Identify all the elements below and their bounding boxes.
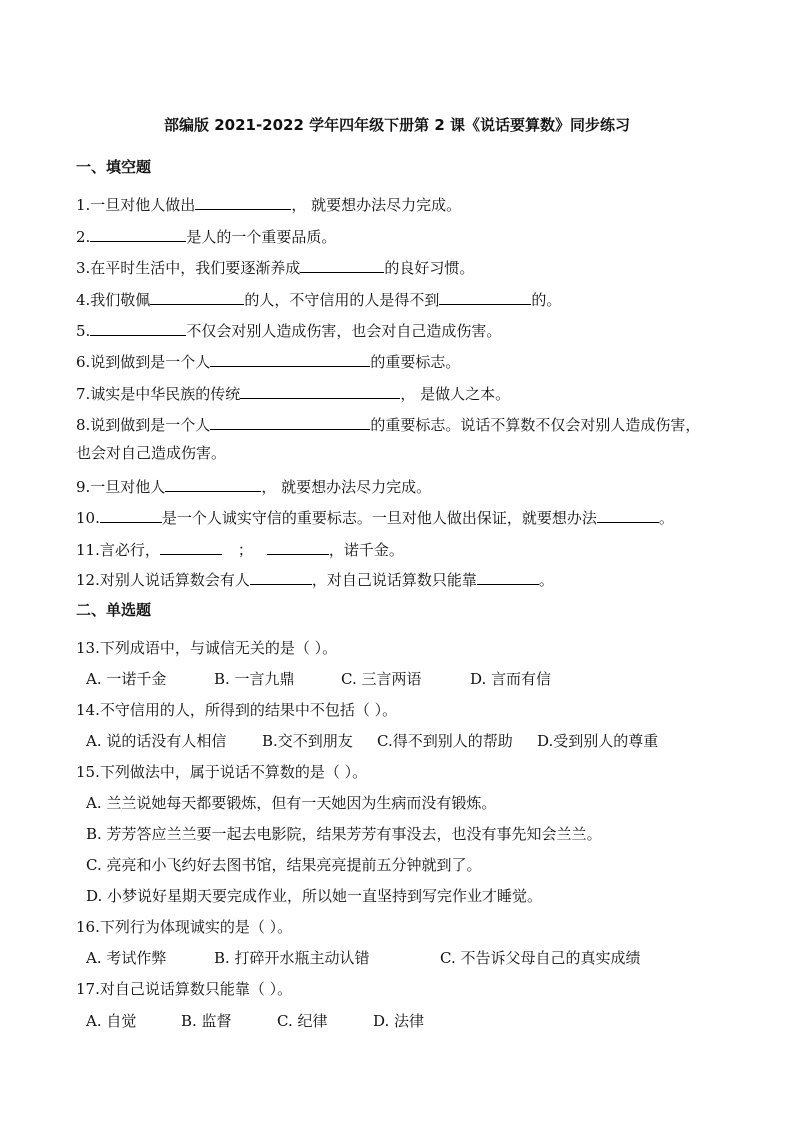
question-14-option-d[interactable]: D.受到别人的尊重 bbox=[537, 732, 659, 750]
question-11-semicolon: ； bbox=[237, 541, 253, 559]
question-7-text: 7.诚实是中华民族的传统 bbox=[76, 385, 241, 403]
question-8-text: 8.说到做到是一个人 bbox=[76, 416, 211, 434]
question-5 bbox=[76, 319, 501, 341]
question-6 bbox=[76, 350, 460, 372]
answer-blank[interactable] bbox=[300, 256, 384, 273]
question-1-text: 1.一旦对他人做出 bbox=[76, 196, 196, 214]
question-9-text: 9.一旦对他人 bbox=[76, 478, 166, 496]
answer-blank[interactable] bbox=[100, 506, 162, 523]
answer-blank[interactable] bbox=[160, 538, 222, 555]
question-1 bbox=[76, 193, 461, 215]
question-5-text: 不仅会对别人造成伤害，也会对自己造成伤害。 bbox=[186, 322, 502, 340]
question-13-option-d[interactable]: D. 言而有信 bbox=[470, 670, 552, 688]
question-15: 15.下列做法中，属于说话不算数的是（ ）。 bbox=[76, 763, 368, 781]
question-15-option-a[interactable]: A. 兰兰说她每天都要锻炼，但有一天她因为生病而没有锻炼。 bbox=[86, 794, 497, 812]
question-3-text-end: 的良好习惯。 bbox=[384, 259, 475, 277]
question-17: 17.对自己说话算数只能靠（ ）。 bbox=[76, 980, 293, 998]
question-17-option-c[interactable]: C. 纪律 bbox=[277, 1012, 328, 1030]
question-3-text: 3.在平时生活中，我们要逐渐养成 bbox=[76, 259, 301, 277]
question-4-text: 4.我们敬佩 bbox=[76, 291, 151, 309]
question-11-text-end: ，诺千金。 bbox=[328, 541, 404, 559]
page-title: 部编版 2021-2022 学年四年级下册第 2 课《说话要算数》同步练习 bbox=[163, 116, 631, 134]
question-8-continued: 也会对自己造成伤害。 bbox=[76, 444, 227, 462]
question-5-number: 5. bbox=[76, 322, 91, 340]
question-17-option-d[interactable]: D. 法律 bbox=[373, 1012, 425, 1030]
answer-blank[interactable] bbox=[210, 413, 370, 430]
question-10 bbox=[76, 506, 674, 528]
question-10-text: 是一个人诚实守信的重要标志。一旦对他人做出保证，就要想办法 bbox=[161, 509, 597, 527]
question-12 bbox=[76, 568, 554, 590]
answer-blank[interactable] bbox=[240, 382, 400, 399]
question-8-text-mid: 的重要标志。说话不算数不仅会对别人造成伤害， bbox=[370, 416, 701, 434]
question-11-text: 11.言必行， bbox=[76, 541, 160, 559]
question-15-option-d[interactable]: D. 小梦说好星期天要完成作业，所以她一直坚持到写完作业才睡觉。 bbox=[86, 887, 543, 905]
question-16-option-a[interactable]: A. 考试作弊 bbox=[86, 949, 167, 967]
question-6-text-end: 的重要标志。 bbox=[370, 353, 461, 371]
question-13-option-c[interactable]: C. 三言两语 bbox=[341, 670, 422, 688]
question-13-option-a[interactable]: A. 一诺千金 bbox=[86, 670, 167, 688]
question-14-option-a[interactable]: A. 说的话没有人相信 bbox=[86, 732, 227, 750]
answer-blank[interactable] bbox=[250, 568, 312, 585]
answer-blank[interactable] bbox=[165, 475, 261, 492]
question-17-option-a[interactable]: A. 自觉 bbox=[86, 1012, 137, 1030]
question-16-option-b[interactable]: B. 打碎开水瓶主动认错 bbox=[214, 949, 370, 967]
question-16-option-c[interactable]: C. 不告诉父母自己的真实成绩 bbox=[440, 949, 641, 967]
question-3 bbox=[76, 256, 474, 278]
question-10-number: 10. bbox=[76, 509, 100, 527]
answer-blank[interactable] bbox=[597, 506, 659, 523]
question-13-option-b[interactable]: B. 一言九鼎 bbox=[214, 670, 295, 688]
question-2-number: 2. bbox=[76, 228, 91, 246]
question-9 bbox=[76, 475, 431, 497]
question-2 bbox=[76, 225, 336, 247]
section-choice-heading: 二、单选题 bbox=[76, 601, 152, 619]
question-2-text: 是人的一个重要品质。 bbox=[186, 228, 337, 246]
question-12-text: 12.对别人说话算数会有人 bbox=[76, 571, 250, 589]
answer-blank[interactable] bbox=[90, 225, 186, 242]
answer-blank[interactable] bbox=[150, 288, 244, 305]
question-15-option-c[interactable]: C. 亮亮和小飞约好去图书馆，结果亮亮提前五分钟就到了。 bbox=[86, 856, 482, 874]
question-1-text-end: ， 就要想办法尽力完成。 bbox=[291, 196, 462, 214]
answer-blank[interactable] bbox=[90, 319, 186, 336]
question-7-text-end: ， 是做人之本。 bbox=[400, 385, 511, 403]
question-12-text-mid: ，对自己说话算数只能靠 bbox=[311, 571, 477, 589]
question-4-text-mid: 的人，不守信用的人是得不到 bbox=[244, 291, 440, 309]
answer-blank[interactable] bbox=[195, 193, 291, 210]
question-13: 13.下列成语中，与诚信无关的是（ ）。 bbox=[76, 639, 338, 657]
section-fill-heading: 一、填空题 bbox=[76, 158, 152, 176]
question-10-text-end: 。 bbox=[658, 509, 674, 527]
question-11 bbox=[76, 538, 404, 560]
question-17-option-b[interactable]: B. 监督 bbox=[181, 1012, 232, 1030]
question-6-text: 6.说到做到是一个人 bbox=[76, 353, 211, 371]
question-12-text-end: 。 bbox=[538, 571, 554, 589]
question-16: 16.下列行为体现诚实的是（ ）。 bbox=[76, 918, 293, 936]
question-4-text-end: 的。 bbox=[531, 291, 562, 309]
question-7 bbox=[76, 382, 510, 404]
answer-blank[interactable] bbox=[210, 350, 370, 367]
question-8 bbox=[76, 413, 700, 435]
answer-blank[interactable] bbox=[477, 568, 539, 585]
question-14-option-c[interactable]: C.得不到别人的帮助 bbox=[377, 732, 513, 750]
answer-blank[interactable] bbox=[267, 538, 329, 555]
question-15-option-b[interactable]: B. 芳芳答应兰兰要一起去电影院，结果芳芳有事没去，也没有事先知会兰兰。 bbox=[86, 825, 602, 843]
answer-blank[interactable] bbox=[439, 288, 531, 305]
question-14: 14.不守信用的人，所得到的结果中不包括（ ）。 bbox=[76, 701, 398, 719]
question-4 bbox=[76, 288, 561, 310]
question-14-option-b[interactable]: B.交不到朋友 bbox=[262, 732, 353, 750]
question-9-text-end: ， 就要想办法尽力完成。 bbox=[261, 478, 432, 496]
